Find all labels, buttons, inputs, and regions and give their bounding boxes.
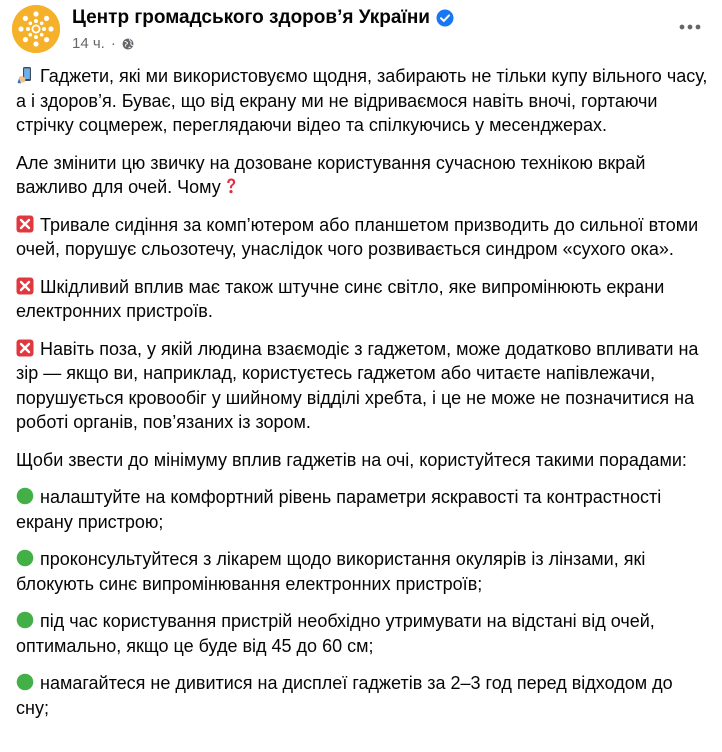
tip-text: намагайтеся не дивитися на дисплеї гаджетів за 2–3 год перед відходом до сну;: [16, 673, 673, 718]
post-header: [12, 5, 712, 57]
harm-text: Тривале сидіння за комп’ютером або планшетом призводить до сильної втоми очей, порушує сльозотечу, унаслідок чого розвивається синдром «сухого ока».: [16, 214, 699, 259]
page-name-link[interactable]: [72, 7, 454, 29]
red-question-mark-emoji-icon: [222, 177, 240, 195]
organization-logo-icon: [12, 5, 60, 53]
tip-text: проконсультуйтеся з лікарем щодо використання окулярів із лінзами, які блокують синє випромінювання електронних пристроїв;: [16, 549, 646, 594]
post-text: [16, 64, 710, 733]
mobile-phone-emoji-icon: [16, 66, 34, 84]
advice-intro-text: Щоби звести до мінімуму вплив гаджетів на очі, користуйтеся такими порадами:: [16, 449, 687, 470]
page-avatar[interactable]: [12, 5, 60, 53]
meta-separator: ·: [110, 35, 116, 52]
verified-badge-icon: [436, 9, 454, 27]
harm-item: [16, 337, 710, 435]
cross-mark-button-emoji-icon: [16, 277, 34, 295]
globe-icon[interactable]: [122, 38, 134, 50]
intro-paragraph: [16, 64, 710, 138]
tip-item: [16, 547, 710, 596]
question-paragraph: [16, 151, 710, 200]
cross-mark-button-emoji-icon: [16, 339, 34, 357]
page-name[interactable]: Центр громадського здоров’я України: [72, 7, 430, 28]
post-timestamp[interactable]: 14 ч.: [72, 35, 105, 52]
tip-item: [16, 485, 710, 534]
intro-text: Гаджети, які ми використовуємо щодня, забирають не тільки купу вільного часу, а і здоров’я. Буває, що від екрану ми не відриваємося навіть вночі, гортаючи стрічку соцмереж, переглядаючи відео та спілкуючись у месенджерах.: [16, 66, 708, 135]
harm-item: [16, 213, 710, 262]
green-circle-emoji-icon: [16, 487, 34, 505]
harm-item: [16, 275, 710, 324]
green-circle-emoji-icon: [16, 673, 34, 691]
tip-item: [16, 609, 710, 658]
more-options-icon[interactable]: [676, 17, 704, 37]
harm-text: Шкідливий вплив має також штучне синє світло, яке випромінюють екрани електронних пристроїв.: [16, 276, 665, 321]
cross-mark-button-emoji-icon: [16, 215, 34, 233]
tip-item: [16, 671, 710, 720]
question-text: Але змінити цю звичку на дозоване користування сучасною технікою вкрай важливо для очей. Чому: [16, 152, 646, 197]
tip-text: під час користування пристрій необхідно утримувати на відстані від очей, оптимально, якщо це буде від 45 до 60 см;: [16, 611, 655, 656]
advice-intro-paragraph: [16, 448, 710, 473]
green-circle-emoji-icon: [16, 549, 34, 567]
green-circle-emoji-icon: [16, 611, 34, 629]
post-meta: [72, 35, 134, 52]
harm-text: Навіть поза, у якій людина взаємодіє з гаджетом, може додатково впливати на зір — якщо ви, наприклад, користуєтесь гаджетом або читаєте напівлежачи, порушується кровообіг у шийному відділі хребта, і це не може не позначитися на роботі органів, пов’язаних із зором.: [16, 338, 699, 432]
tip-text: налаштуйте на комфортний рівень параметри яскравості та контрастності екрану пристрою;: [16, 487, 662, 532]
